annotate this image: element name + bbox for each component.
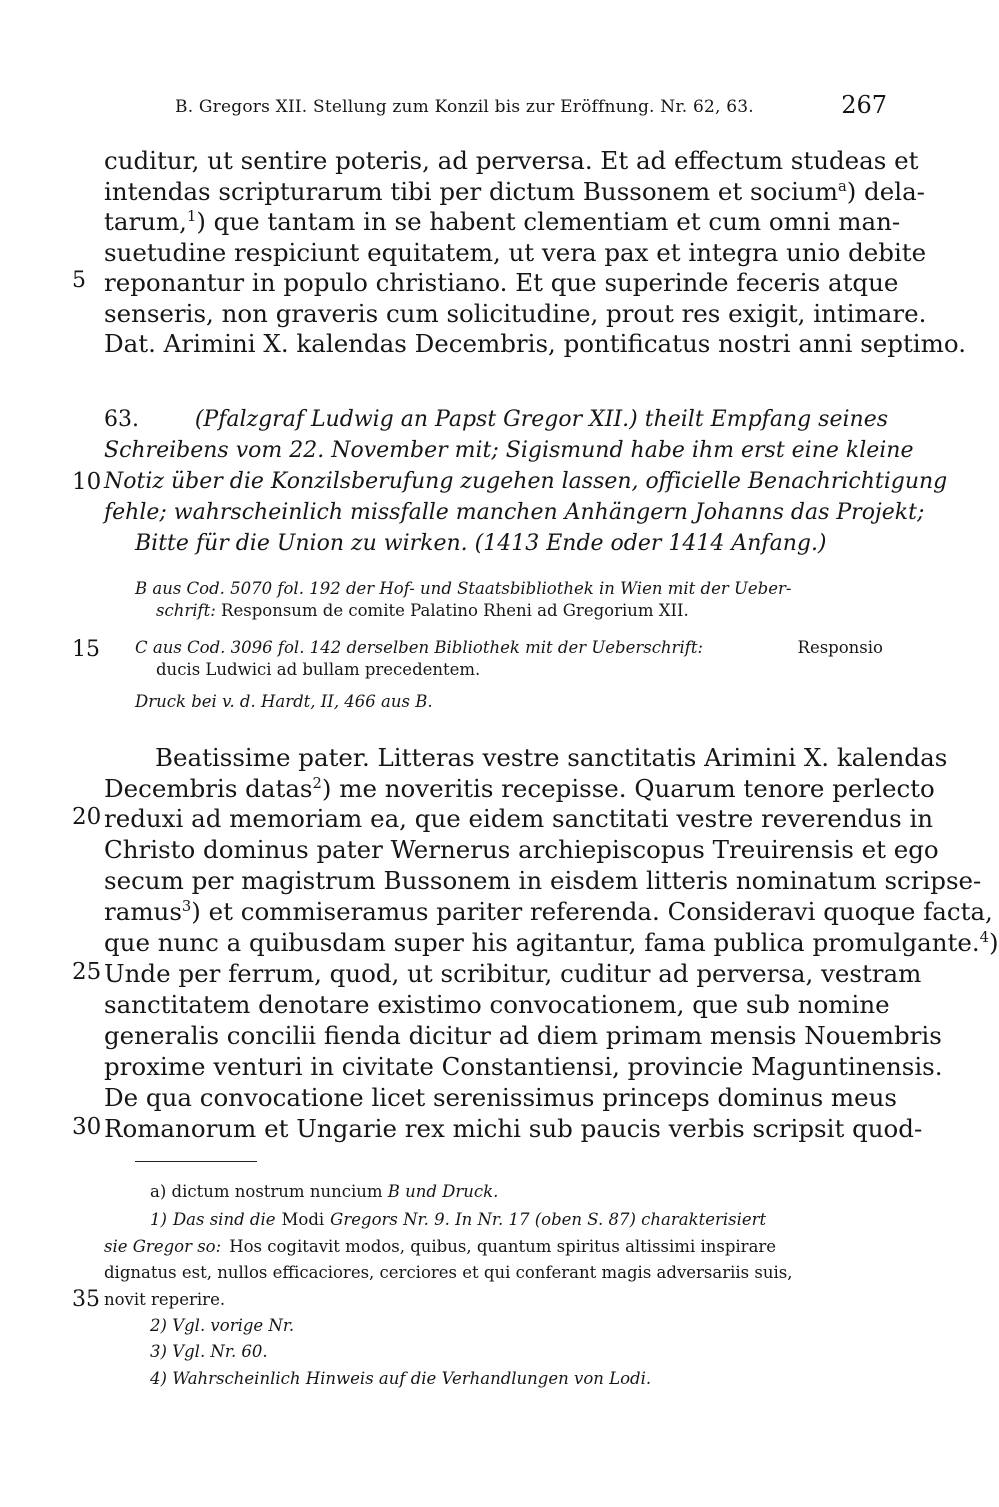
line-text: que nunc a quibusdam super his agitantur, fama publica promulgante. (104, 928, 980, 957)
text-line (104, 1083, 898, 1112)
footnote-a (150, 1182, 498, 1201)
heading-line (104, 469, 948, 494)
line-text: ) dela- (846, 177, 925, 206)
footnote-text: dignatus est, nullos efficaciores, cerciores et qui conferant magis adversariis suis, (104, 1263, 793, 1282)
line-text: Christo dominus pater Wernerus archiepiscopus Treuirensis et ego (104, 835, 939, 864)
line-number: 20 (72, 804, 102, 830)
page-number: 267 (841, 91, 887, 119)
line-number: 15 (72, 637, 100, 662)
document-heading (104, 407, 888, 432)
footnote-1-line (104, 1263, 884, 1282)
line-number: 35 (72, 1287, 100, 1312)
footnote-3 (150, 1342, 268, 1361)
text-line (104, 268, 899, 297)
footnote-text: dictum nostrum nuncium (171, 1182, 383, 1201)
line-text: intendas scripturarum tibi per dictum Bussonem et socium (104, 177, 838, 206)
footnote-text: Gregors Nr. 9. In Nr. 17 (oben S. 87) charakterisiert (330, 1210, 767, 1229)
footnote-4 (150, 1369, 651, 1388)
line-number: 5 (72, 268, 86, 293)
text-line (104, 207, 900, 236)
text-line (104, 238, 927, 267)
text-line (104, 959, 922, 988)
header-title: B. Gregors XII. Stellung zum Konzil bis zur Eröffnung. Nr. 62, 63. (175, 97, 754, 117)
text-line (104, 774, 935, 803)
footnote-ref: 1 (186, 207, 197, 225)
line-text: senseris, non graveris cum solicitudine, prout res exigit, intimare. (104, 299, 927, 328)
line-text: De qua convocatione licet serenissimus princeps dominus meus (104, 1083, 898, 1112)
text-line (104, 866, 982, 895)
line-text: Unde per ferrum, quod, ut scribitur, cuditur ad perversa, vestram (104, 959, 922, 988)
footnote-label: 1) (150, 1210, 167, 1229)
line-text: fehle; wahrscheinlich missfalle manchen Anhängern Johanns das Projekt; (104, 500, 925, 525)
text-line (104, 928, 999, 957)
line-text: Schreibens vom 22. November mit; Sigismund habe ihm erst eine kleine (104, 438, 914, 463)
source-text: schrift: (156, 601, 216, 620)
line-text: Notiz über die Konzilsberufung zugehen lassen, officielle Benachrichtigung (104, 469, 948, 494)
text-line (104, 146, 919, 175)
line-text: ) et commiseramus pariter referenda. Consideravi quoque facta, (191, 897, 993, 926)
source-text: Druck bei v. d. Hardt, II, 466 aus B. (135, 692, 433, 711)
footnote-text: Das sind die (172, 1210, 276, 1229)
source-text: B aus Cod. 5070 fol. 192 der Hof- und Staatsbibliothek in Wien mit der Ueber- (135, 579, 792, 598)
footnote-text: Hos cogitavit modos, quibus, quantum spiritus altissimi inspirare (229, 1237, 777, 1256)
document-number: 63. (104, 407, 139, 432)
footnote-2 (150, 1316, 294, 1335)
text-line (104, 1052, 943, 1081)
footnote-ref: 4 (979, 928, 990, 946)
source-note (135, 579, 883, 598)
line-text: ramus (104, 897, 182, 926)
line-text: reponantur in populo christiano. Et que superinde feceris atque (104, 268, 899, 297)
line-text: Bitte für die Union zu wirken. (1413 Ende oder 1414 Anfang.) (135, 531, 827, 556)
footnote-1 (150, 1210, 884, 1229)
line-text: cuditur, ut sentire poteris, ad perversa. Et ad effectum studeas et (104, 146, 919, 175)
source-note (135, 692, 433, 711)
text-line (104, 329, 966, 358)
line-text: tarum, (104, 207, 187, 236)
text-line (104, 897, 993, 926)
heading-line (104, 438, 914, 463)
line-text: Decembris datas (104, 774, 313, 803)
source-note (135, 638, 883, 657)
text-line (104, 804, 934, 833)
line-text: ) que tantam in se habent clementiam et cum omni man- (196, 207, 901, 236)
line-text: secum per magistrum Bussonem in eisdem litteris nominatum scripse- (104, 866, 982, 895)
text-line (104, 177, 925, 206)
text-line (104, 835, 939, 864)
footnote-label: a) (150, 1182, 167, 1201)
line-text: Beatissime pater. Litteras vestre sanctitatis Arimini X. kalendas (155, 743, 948, 772)
footnote-ref: 2 (312, 774, 322, 792)
footnote-1-line (104, 1237, 884, 1256)
footnote-text: novit reperire. (104, 1290, 226, 1309)
footnote-ref: 3 (181, 897, 192, 915)
text-line (104, 299, 927, 328)
source-text: Responsum de comite Palatino Rheni ad Gregorium XII. (221, 601, 689, 620)
footnote-1-line (104, 1290, 225, 1309)
text-line (104, 1021, 942, 1050)
footnote-label: 3) (150, 1342, 167, 1361)
line-text: suetudine respiciunt equitatem, ut vera pax et integra unio debite (104, 238, 927, 267)
source-text: ducis Ludwici ad bullam precedentem. (156, 660, 481, 679)
source-note (156, 601, 689, 620)
source-text: Responsio (797, 638, 883, 657)
footnote-label: 4) (150, 1369, 167, 1388)
footnote-label: 2) (150, 1316, 167, 1335)
footnote-text: Vgl. Nr. 60. (172, 1342, 268, 1361)
line-text: sanctitatem denotare existimo convocationem, que sub nomine (104, 990, 890, 1019)
footnote-ref: a (837, 177, 847, 195)
heading-line (135, 531, 827, 556)
running-header (175, 93, 887, 123)
text-line (104, 990, 890, 1019)
text-line (104, 1114, 923, 1143)
line-text: reduxi ad memoriam ea, que eidem sanctitati vestre reverendus in (104, 804, 934, 833)
footnote-text: B und Druck. (387, 1182, 499, 1201)
footnote-text: Modi (281, 1210, 325, 1229)
line-text: proxime venturi in civitate Constantiensi, provincie Maguntinensis. (104, 1052, 943, 1081)
heading-line (104, 500, 925, 525)
line-text: ) me noveritis recepisse. Quarum tenore perlecto (321, 774, 935, 803)
source-note (156, 660, 480, 679)
heading-line: (Pfalzgraf Ludwig an Papst Gregor XII.) theilt Empfang seines (194, 407, 888, 432)
footnote-separator (135, 1161, 257, 1162)
line-text: Romanorum et Ungarie rex michi sub paucis verbis scripsit quod- (104, 1114, 923, 1143)
line-number: 25 (72, 959, 102, 985)
source-text: C aus Cod. 3096 fol. 142 derselben Bibliothek mit der Ueberschrift: (135, 638, 704, 657)
line-text: ) (989, 928, 999, 957)
line-number: 30 (72, 1114, 102, 1140)
line-text: Dat. Arimini X. kalendas Decembris, pontificatus nostri anni septimo. (104, 329, 966, 358)
line-number: 10 (72, 469, 102, 495)
footnote-text: Wahrscheinlich Hinweis auf die Verhandlungen von Lodi. (172, 1369, 652, 1388)
footnote-text: Vgl. vorige Nr. (172, 1316, 295, 1335)
footnote-text: sie Gregor so: (104, 1237, 222, 1256)
text-line (155, 743, 948, 772)
line-text: generalis concilii fienda dicitur ad diem primam mensis Nouembris (104, 1021, 942, 1050)
